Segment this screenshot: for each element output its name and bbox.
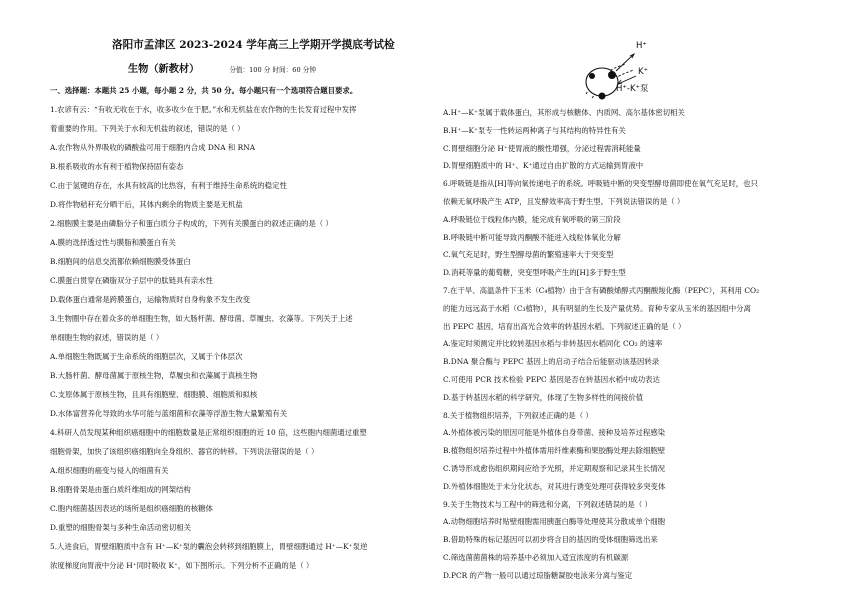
text-line: A.呼吸链位于线粒体内膜，能完成有氧呼吸的第三阶段	[443, 214, 621, 224]
h-k-pump-diagram	[578, 36, 668, 106]
text-line: 1.农谚有云：“有收无收在于水，收多收少在于肥。”水和无机盐在农作物的生长发育过程中发挥	[50, 105, 357, 114]
text-line: 3.生物圈中存在着众多的单细胞生物，如大肠杆菌、酵母菌、草履虫、衣藻等。下列关于上述	[50, 314, 353, 323]
exam-title: 洛阳市孟津区 2023-2024 学年高三上学期开学摸底考试检	[112, 39, 395, 51]
text-line: 着重要的作用。下列关于水和无机盐的叙述，错误的是（ ）	[50, 124, 245, 133]
text-line: D.重塑的细胞骨架与多种生命活动密切相关	[50, 523, 192, 532]
text-line: B.根系吸收的水有利于植物保持固有姿态	[50, 162, 184, 171]
text-line: 一、选择题：本题共 25 小题，每小题 2 分，共 50 分。每小题只有一个选项符合题目要求。	[50, 86, 358, 95]
pump-label: H⁺-K⁺泵	[616, 84, 649, 94]
text-line: 单细胞生物的叙述，错误的是（ ）	[50, 333, 164, 342]
text-line: 细胞骨架，加快了该组织癌细胞向全身组织、器官的转移。下列说法错误的是（ ）	[50, 447, 319, 456]
text-line: C.胞内细菌基因表达的场所是组织癌细胞的核糖体	[50, 504, 213, 513]
subject-name: 生物（新教材）	[128, 63, 200, 75]
text-line: D.PCR 的产物一般可以通过琼脂糖凝胶电泳来分离与鉴定	[443, 570, 633, 580]
text-line: 2.细胞膜主要是由磷脂分子和蛋白质分子构成的，下列有关膜蛋白的叙述正确的是（ ）	[50, 219, 333, 228]
text-line: D.水体富营养化导致的水华可能与蓝细菌和衣藻等浮游生物大量繁殖有关	[50, 409, 288, 418]
text-line: C.筛选菌菌菌株的培养基中必须加入适宜浓度的有机碳源	[443, 553, 629, 562]
text-line: C.胃壁细胞分泌 H⁺使胃液的酸性增强，分泌过程需消耗能量	[443, 143, 641, 153]
score-time-meta: 分值：100 分 时间：60 分钟	[229, 66, 316, 74]
text-line: C.诱导形成愈伤组织期间应给予光照，并定期观察和记录其生长情况	[443, 464, 666, 473]
text-line: 的能力远远高于水稻（C₃植物），具有明显的生长及产量优势。育种专家从玉米的基因组中分离	[443, 303, 751, 313]
text-line: B.呼吸链中断可能导致丙酮酸不能进入线粒体氧化分解	[443, 232, 621, 242]
text-line: C.膜蛋白贯穿在磷脂双分子层中的肽链具有亲水性	[50, 276, 213, 285]
text-line: C.支原体属于原核生物，且具有细胞壁、细胞膜、细胞质和拟核	[50, 390, 258, 399]
text-line: A.鉴定时须测定并比较转基因水稻与非转基因水稻同化 CO₂ 的速率	[443, 339, 663, 349]
text-line: C.可使用 PCR 技术检验 PEPC 基因是否在转基因水稻中成功表达	[443, 375, 660, 384]
text-line: A.农作物从外界吸收的磷酸盐可用于细胞内合成 DNA 和 RNA	[50, 143, 256, 152]
text-line: D.将作物秸秆充分晒干后，其体内剩余的物质主要是无机盐	[50, 200, 243, 209]
text-line: A.动物细胞培养时贴壁细胞需用胰蛋白酶等处理使其分散成单个细胞	[443, 517, 666, 527]
text-line: B.借助特殊的标记基因可以初步将含目的基因的受体细胞筛选出来	[443, 535, 658, 545]
text-line: A.外植体被污染的原因可能是外植体自身带菌、接种及培养过程感染	[443, 428, 666, 438]
text-line: 8.关于植物组织培养，下列叙述正确的是（ ）	[443, 410, 593, 420]
text-line: C.氧气充足时，野生型酵母菌的繁殖速率大于突变型	[443, 250, 614, 260]
text-line: A.单细胞生物既属于生命系统的细胞层次，又属于个体层次	[50, 352, 243, 361]
text-line: B.H⁺—K⁺泵专一性转运两种离子与其结构的特异性有关	[443, 125, 626, 135]
text-line: D.基于转基因水稻的科学研究，体现了生物多样性的间接价值	[443, 392, 644, 402]
text-line: 依赖无氧呼吸产生 ATP，且发酵效率高于野生型。下列说法错误的是（ ）	[443, 197, 685, 206]
text-line: B.植物组织培养过程中外植体需用纤维素酶和果胶酶处理去除细胞壁	[443, 446, 666, 456]
h-ion-label: H⁺	[636, 41, 647, 51]
k-ion-label: K⁺	[638, 67, 649, 77]
text-line: 7.在干旱、高温条件下玉米（C₄植物）由于含有磷酸烯醇式丙酮酸羧化酶（PEPC），其利用 CO₂	[443, 286, 760, 295]
text-line: A.组织细胞的癌变与侵入的细菌有关	[50, 466, 169, 475]
text-line: D.载体蛋白通常是跨膜蛋白，运输物质时自身构象不发生改变	[50, 295, 251, 304]
text-line: 6.呼吸链是指从[H]等向氧传递电子的系统。呼吸链中断的突变型酵母菌即使在氧气充足时，也只	[443, 179, 758, 189]
text-line: B.DNA 聚合酶与 PEPC 基因上的启动子结合后能驱动该基因转录	[443, 357, 660, 367]
text-line: 出 PEPC 基因，培育出高光合效率的转基因水稻。下列叙述正确的是（ ）	[443, 321, 686, 331]
subject-line	[128, 64, 316, 76]
text-line: D.胃壁细胞质中的 H⁺、K⁺通过自由扩散的方式运输到胃液中	[443, 161, 644, 171]
text-line: A.膜的选择透过性与膜脂和膜蛋白有关	[50, 238, 176, 247]
text-line: 5.人进食后，胃壁细胞质中含有 H⁺—K⁺泵的囊泡会转移到细胞膜上，胃壁细胞通过 H⁺—K⁺泵逆	[50, 542, 368, 551]
text-line: B.细胞骨架是由蛋白质纤维组成的网架结构	[50, 485, 191, 494]
text-line: B.细胞间的信息交流都依赖细胞膜受体蛋白	[50, 257, 191, 266]
text-line: D.消耗等量的葡萄糖，突变型呼吸产生的[H]多于野生型	[443, 268, 626, 278]
text-line: A.H⁺—K⁺泵属于载体蛋白，其形成与核糖体、内质网、高尔基体密切相关	[443, 108, 685, 117]
text-line: C.由于氢键的存在，水具有较高的比热容，有利于维持生命系统的稳定性	[50, 181, 287, 190]
text-line: 浓度梯度向胃液中分泌 H⁺同时吸收 K⁺，如下图所示。下列分析不正确的是（ ）	[50, 561, 314, 570]
text-line: 4.科研人员发现某种组织癌细胞中的细胞数量是正常组织细胞的近 10 倍，这些胞内细菌通过重塑	[50, 428, 367, 437]
text-line: D.外植体细胞处于未分化状态，对其进行诱变处理可获得较多突变体	[443, 481, 666, 491]
text-line: B.大肠杆菌、酵母菌属于原核生物，草履虫和衣藻属于真核生物	[50, 371, 258, 380]
text-line: 9.关于生物技术与工程中的筛选和分离，下列叙述错误的是（ ）	[443, 499, 652, 509]
